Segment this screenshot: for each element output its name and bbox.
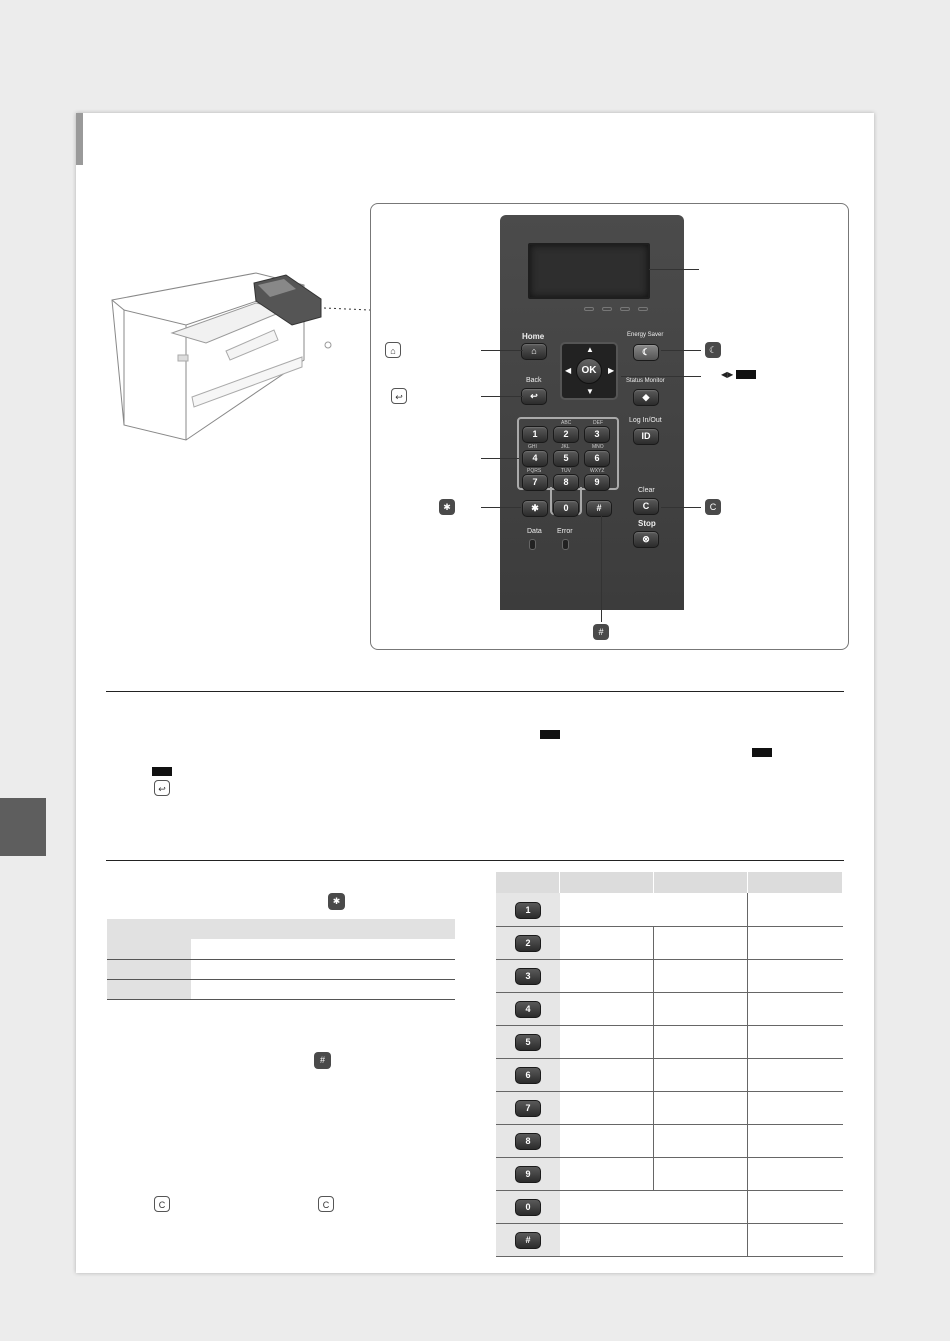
hash-leader bbox=[601, 516, 602, 622]
right-arrow-icon[interactable]: ▶ bbox=[608, 366, 615, 375]
star-key-table bbox=[107, 919, 455, 1000]
table-header bbox=[748, 872, 843, 893]
table-row bbox=[496, 992, 843, 1025]
key-9-letters: WXYZ bbox=[590, 468, 605, 474]
energy-saver-label: Energy Saver bbox=[627, 332, 664, 338]
key-1[interactable]: 1 bbox=[522, 426, 548, 443]
log-in-out-key[interactable]: ID bbox=[633, 428, 659, 445]
status-monitor-key[interactable] bbox=[633, 389, 659, 406]
key-0-icon: 0 bbox=[515, 1199, 541, 1216]
section-rule-1 bbox=[106, 691, 844, 692]
key-3[interactable]: 3 bbox=[584, 426, 610, 443]
ok-key-inline-icon-3 bbox=[152, 767, 172, 776]
table-row bbox=[496, 1091, 843, 1124]
key-5-letters: JKL bbox=[561, 444, 570, 450]
data-indicator bbox=[529, 539, 536, 550]
table-row bbox=[496, 1124, 843, 1157]
home-callout-icon: ⌂ bbox=[385, 342, 401, 358]
key-2-icon: 2 bbox=[515, 935, 541, 952]
table-header bbox=[496, 872, 560, 893]
status-monitor-icon: ◆ bbox=[642, 392, 650, 402]
dpad-leader bbox=[621, 376, 701, 377]
ok-key[interactable]: OK bbox=[576, 358, 602, 384]
key-hash-icon: # bbox=[515, 1232, 541, 1249]
key-6-icon: 6 bbox=[515, 1067, 541, 1084]
back-icon: ↩ bbox=[530, 391, 538, 401]
title-accent-bar bbox=[76, 113, 83, 165]
energy-saver-leader bbox=[661, 350, 701, 351]
home-leader bbox=[481, 350, 523, 351]
key-4[interactable]: 4 bbox=[522, 450, 548, 467]
back-inline-icon: ↩ bbox=[154, 780, 170, 796]
back-leader bbox=[481, 396, 523, 397]
clear-label: Clear bbox=[638, 487, 655, 494]
hash-callout-icon: # bbox=[593, 624, 609, 640]
key-5[interactable]: 5 bbox=[553, 450, 579, 467]
table-header bbox=[654, 872, 748, 893]
home-label: Home bbox=[522, 332, 545, 341]
hash-key[interactable]: # bbox=[586, 500, 612, 517]
table-row bbox=[496, 959, 843, 992]
home-icon: ⌂ bbox=[531, 346, 537, 356]
star-callout-icon: ✱ bbox=[439, 499, 455, 515]
back-callout-icon: ↩ bbox=[391, 388, 407, 404]
operation-panel bbox=[500, 215, 684, 610]
star-inline-icon: ✱ bbox=[328, 893, 345, 910]
table-row bbox=[496, 926, 843, 959]
table-row bbox=[496, 1157, 843, 1190]
stop-icon: ⊗ bbox=[642, 534, 650, 544]
table-row bbox=[107, 979, 455, 999]
clear-callout-icon: C bbox=[705, 499, 721, 515]
indicator-lamps bbox=[584, 307, 648, 311]
navigation-pad bbox=[560, 342, 618, 400]
chapter-side-tab bbox=[0, 798, 46, 856]
key-9[interactable]: 9 bbox=[584, 474, 610, 491]
ok-key-inline-icon bbox=[540, 730, 560, 739]
table-row bbox=[496, 1025, 843, 1058]
table-header bbox=[560, 872, 654, 893]
key-7-letters: PQRS bbox=[527, 468, 542, 474]
star-leader bbox=[481, 507, 521, 508]
printer-illustration bbox=[106, 265, 376, 450]
error-label: Error bbox=[557, 528, 573, 535]
up-arrow-icon[interactable]: ▲ bbox=[586, 345, 594, 354]
back-key[interactable] bbox=[521, 388, 547, 405]
table-header bbox=[191, 919, 455, 939]
key-2-letters: ABC bbox=[561, 420, 572, 426]
table-row bbox=[496, 1058, 843, 1091]
energy-saver-key[interactable] bbox=[633, 344, 659, 361]
display-leader bbox=[649, 269, 699, 270]
data-label: Data bbox=[527, 528, 542, 535]
key-character-table bbox=[496, 872, 843, 1257]
status-monitor-label: Status Monitor bbox=[626, 378, 665, 384]
table-header bbox=[107, 919, 191, 939]
table-row bbox=[107, 959, 455, 979]
clear-key[interactable]: C bbox=[633, 498, 659, 515]
key-4-icon: 4 bbox=[515, 1001, 541, 1018]
home-key[interactable] bbox=[521, 343, 547, 360]
key-6[interactable]: 6 bbox=[584, 450, 610, 467]
display-screen bbox=[528, 243, 650, 299]
table-row bbox=[496, 1190, 843, 1223]
moon-callout-icon: ☾ bbox=[705, 342, 721, 358]
section-rule-2 bbox=[106, 860, 844, 861]
key-8-letters: TUV bbox=[561, 468, 571, 474]
key-7[interactable]: 7 bbox=[522, 474, 548, 491]
left-arrow-icon[interactable]: ◀ bbox=[565, 366, 572, 375]
table-row bbox=[496, 1223, 843, 1256]
key-3-icon: 3 bbox=[515, 968, 541, 985]
table-row bbox=[496, 893, 843, 926]
arrow-callout: ◀▶ bbox=[721, 370, 756, 379]
key-3-letters: DEF bbox=[593, 420, 603, 426]
key-2[interactable]: 2 bbox=[553, 426, 579, 443]
numpad-leader bbox=[481, 458, 519, 459]
clear-leader bbox=[661, 507, 701, 508]
error-indicator bbox=[562, 539, 569, 550]
key-8[interactable]: 8 bbox=[553, 474, 579, 491]
manual-page bbox=[76, 113, 874, 1273]
key-5-icon: 5 bbox=[515, 1034, 541, 1051]
stop-key[interactable] bbox=[633, 531, 659, 548]
key-8-icon: 8 bbox=[515, 1133, 541, 1150]
clear-inline-icon-1: C bbox=[154, 1196, 170, 1212]
back-label: Back bbox=[526, 377, 542, 384]
control-panel-diagram bbox=[370, 203, 849, 650]
hash-inline-icon: # bbox=[314, 1052, 331, 1069]
key-7-icon: 7 bbox=[515, 1100, 541, 1117]
moon-icon: ☾ bbox=[641, 347, 651, 357]
key-4-letters: GHI bbox=[528, 444, 537, 450]
log-in-out-label: Log In/Out bbox=[629, 417, 662, 424]
down-arrow-icon[interactable]: ▼ bbox=[586, 387, 594, 396]
stop-label: Stop bbox=[638, 519, 656, 528]
key-1-icon: 1 bbox=[515, 902, 541, 919]
key-6-letters: MNO bbox=[592, 444, 604, 450]
key-9-icon: 9 bbox=[515, 1166, 541, 1183]
table-row bbox=[107, 939, 455, 959]
key-0[interactable]: 0 bbox=[553, 500, 579, 517]
ok-key-inline-icon-2 bbox=[752, 748, 772, 757]
clear-inline-icon-2: C bbox=[318, 1196, 334, 1212]
star-key[interactable]: ✱ bbox=[522, 500, 548, 517]
